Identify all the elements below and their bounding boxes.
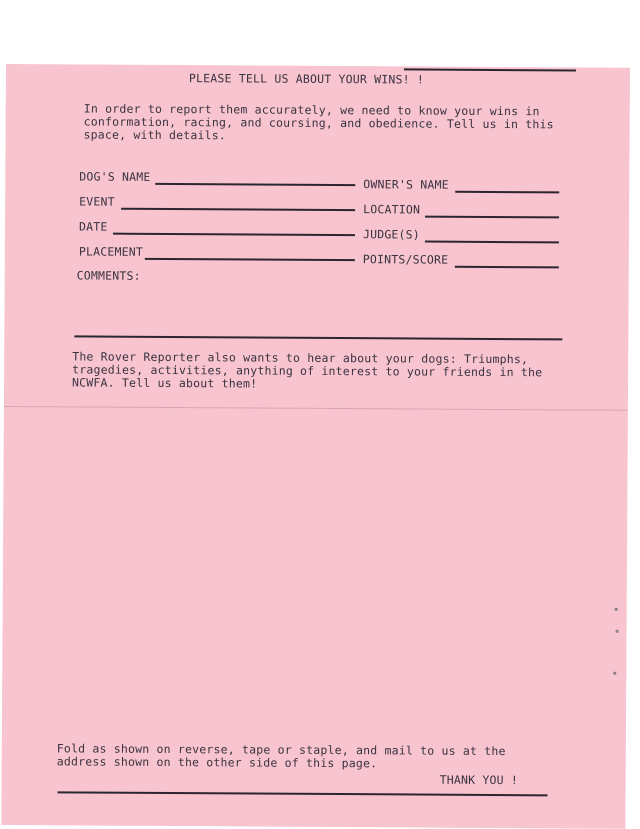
dogs-name-field[interactable] — [155, 183, 355, 186]
date-field[interactable] — [113, 233, 355, 236]
thank-you-text: THANK YOU ! — [439, 772, 519, 788]
paper-speck — [616, 630, 619, 633]
judges-label: JUDGE(S) — [362, 227, 421, 242]
dogs-name-label: DOG'S NAME — [79, 169, 151, 184]
points-score-label: POINTS/SCORE — [362, 252, 449, 267]
points-score-field[interactable] — [455, 266, 559, 268]
comments-label: COMMENTS: — [76, 268, 141, 283]
paper-speck — [615, 608, 618, 611]
placement-label: PLACEMENT — [78, 244, 144, 259]
paper-speck — [613, 672, 616, 675]
owners-name-field[interactable] — [455, 191, 559, 193]
top-rule — [404, 68, 576, 71]
event-field[interactable] — [121, 208, 355, 211]
location-field[interactable] — [425, 216, 559, 218]
bottom-rule — [58, 791, 548, 796]
pink-form-sheet — [1, 64, 630, 829]
rover-reporter-paragraph: The Rover Reporter also wants to hear about your dogs: Triumphs, tragedies, activities, anything of interest to your friends in the NCWFA. Tell us about them! — [72, 349, 543, 391]
placement-field[interactable] — [145, 258, 355, 261]
date-label: DATE — [78, 219, 108, 234]
owners-name-label: OWNER'S NAME — [363, 177, 449, 192]
location-label: LOCATION — [363, 202, 421, 217]
intro-paragraph: In order to report them accurately, we need to know your wins in conformation, racing, and coursing, and obedience. Tell us in this space, with details. — [83, 101, 554, 143]
judges-field[interactable] — [425, 241, 559, 243]
comments-field-line[interactable] — [74, 335, 562, 340]
fold-crease — [4, 406, 628, 411]
event-label: EVENT — [79, 194, 115, 209]
form-title: PLEASE TELL US ABOUT YOUR WINS! ! — [188, 71, 425, 87]
mailing-instructions: Fold as shown on reverse, tape or staple, and mail to us at the address shown on the other side of this page. — [56, 741, 506, 771]
